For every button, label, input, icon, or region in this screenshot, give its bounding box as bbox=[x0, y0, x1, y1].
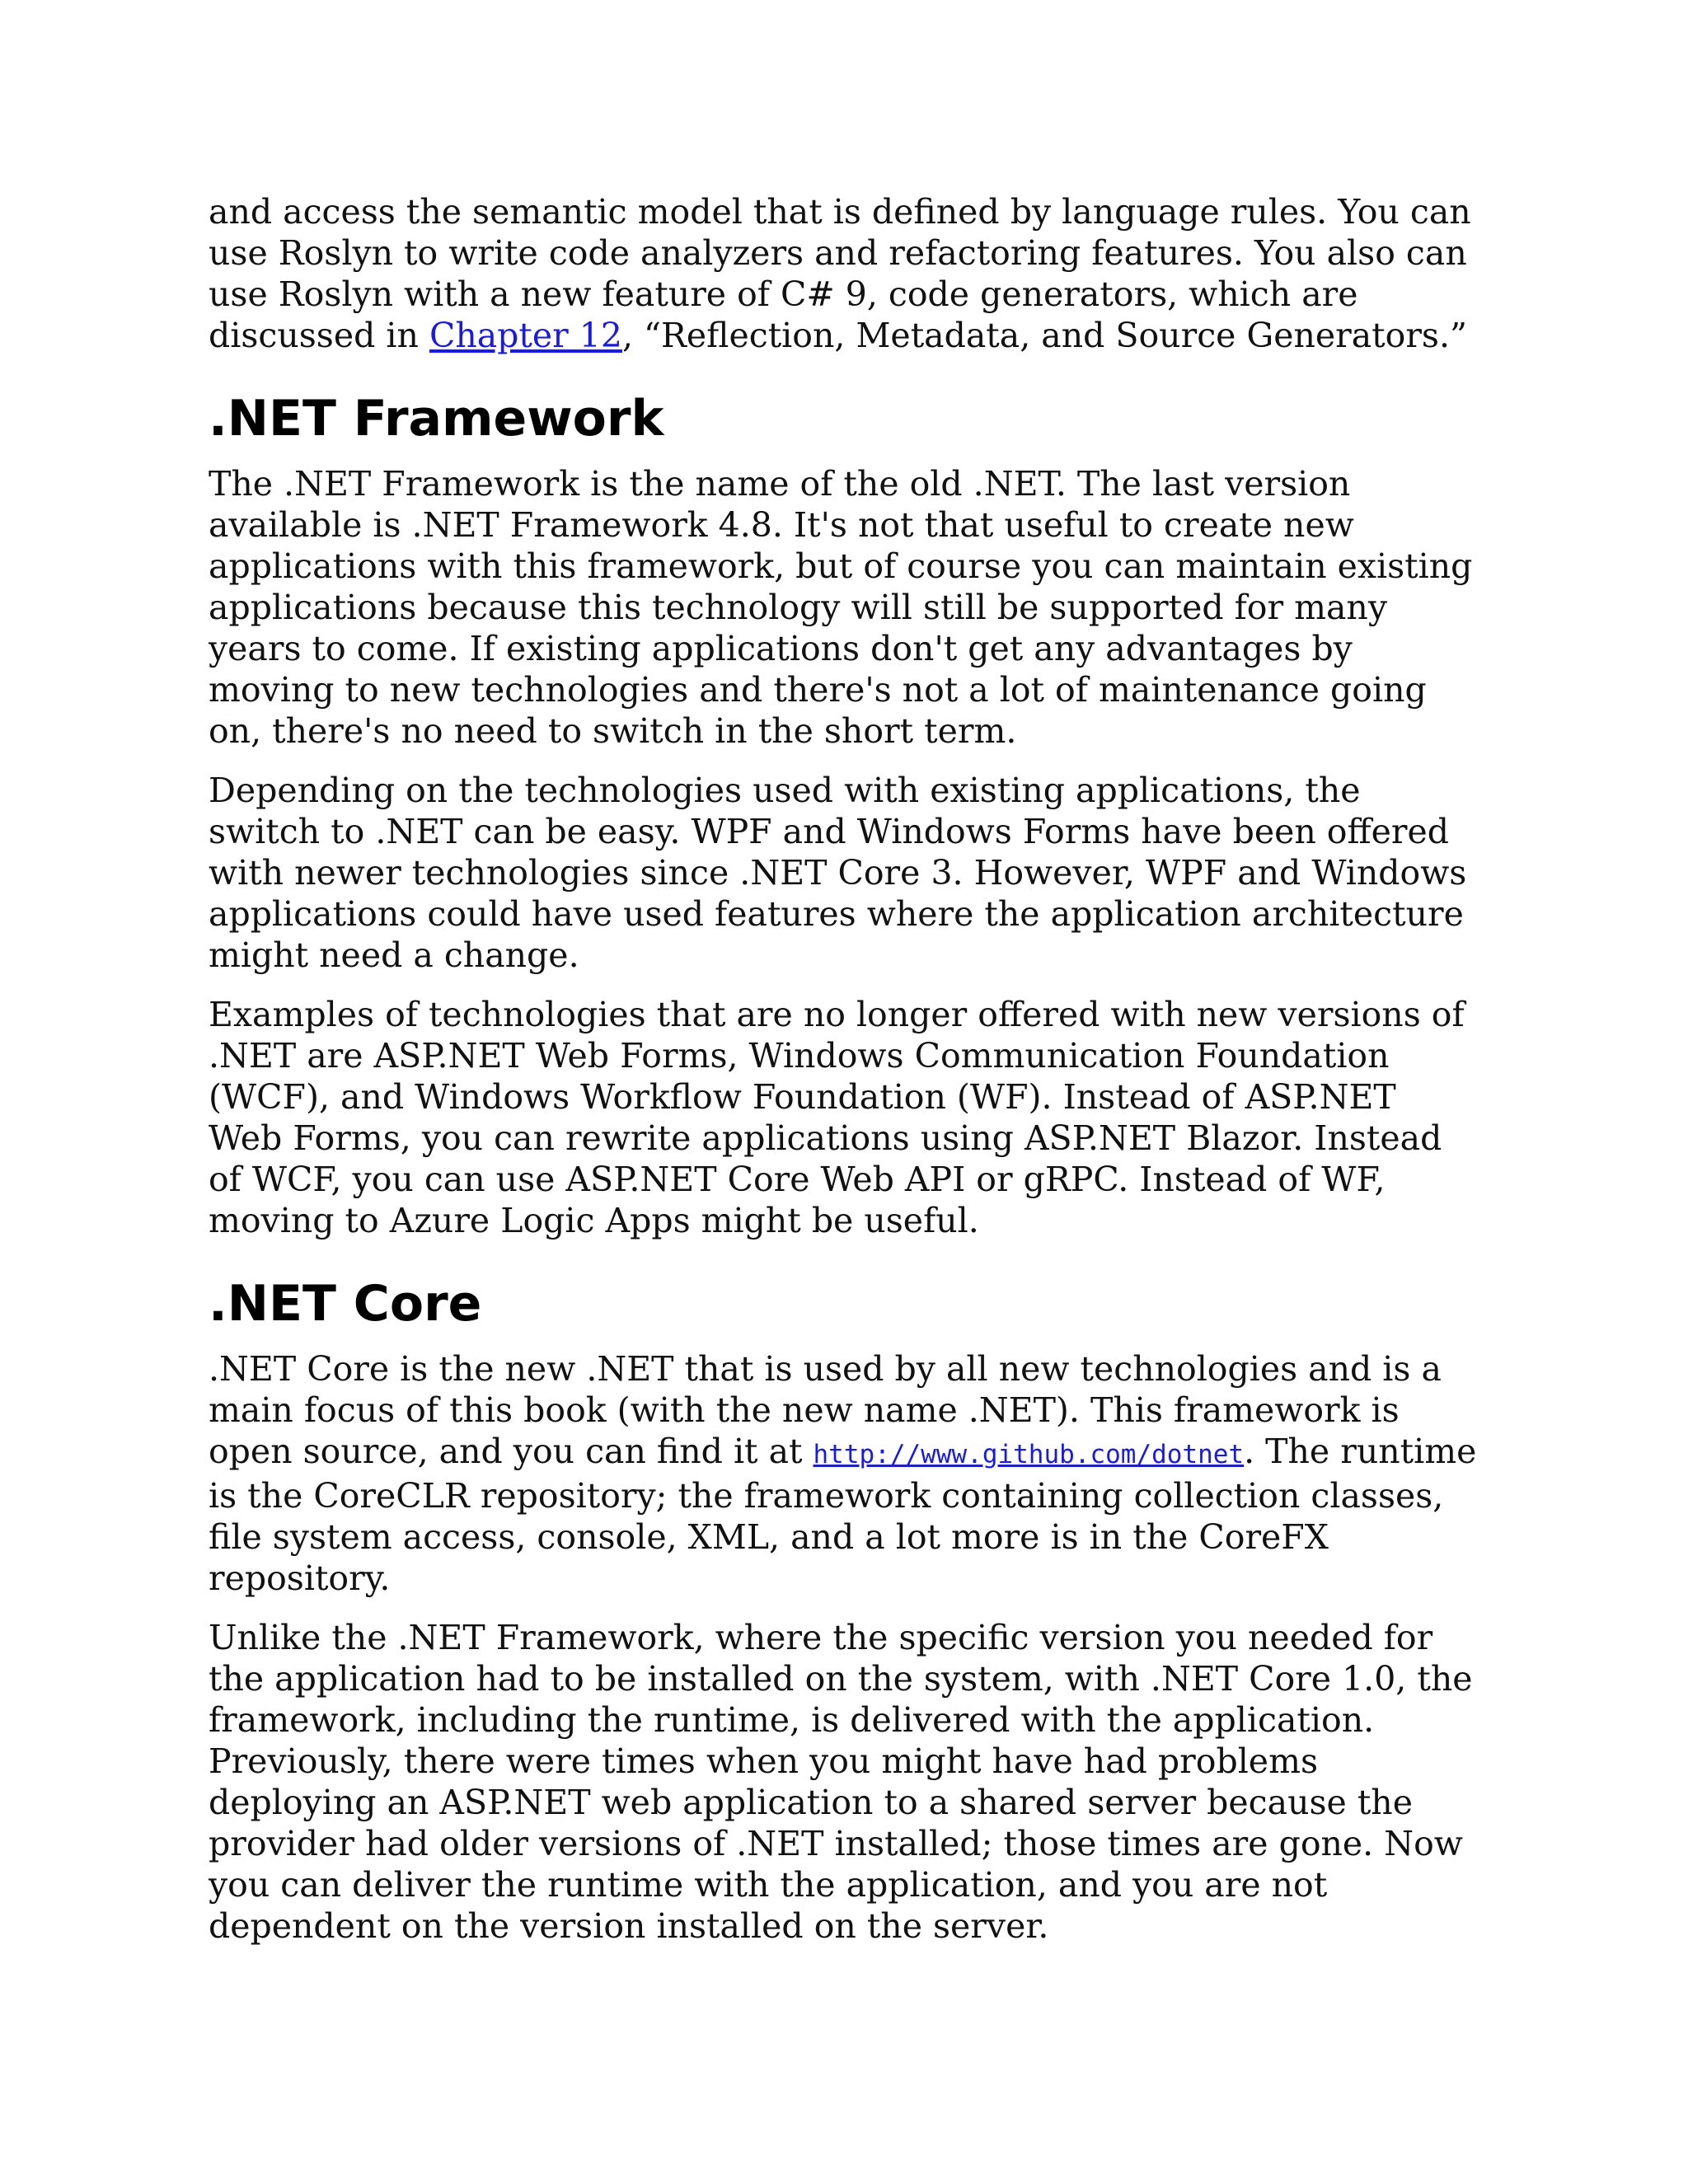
net-core-paragraph-2: Unlike the .NET Framework, where the specific version you needed for the application had to be installed on the system, with .NET Core 1.0, the framework, including the runtime, is delivered with the application. Previously, there were times when you might have had problems deploying an ASP.NET web application to a shared server because the provider had older versions of .NET installed; those times are gone. Now you can deliver the runtime with the application, and you are not dependent on the version installed on the server. bbox=[209, 1618, 1473, 1946]
intro-text-start: and access the semantic model that is defined by language rules. You can use Roslyn to write code analyzers and refactoring features. You also can use Roslyn with a new feature of C# 9, code generators, which are discussed in bbox=[209, 192, 1471, 355]
net-core-heading: .NET Core bbox=[209, 1275, 482, 1333]
intro-text-end: , “Reflection, Metadata, and Source Generators.” bbox=[621, 316, 1467, 355]
net-framework-heading: .NET Framework bbox=[209, 390, 664, 448]
github-dotnet-link[interactable]: http://www.github.com/dotnet bbox=[813, 1440, 1245, 1469]
chapter-12-link[interactable]: Chapter 12 bbox=[429, 316, 622, 355]
intro-paragraph bbox=[209, 191, 1478, 356]
net-framework-paragraph-1: The .NET Framework is the name of the old .NET. The last version available is .NET Framework 4.8. It's not that useful to create new applications with this framework, but of course you can maintain existing applications because this technology will still be supported for many years to come. If existing applications don't get any advantages by moving to new technologies and there's not a lot of maintenance going on, there's no need to switch in the short term. bbox=[209, 464, 1473, 751]
document-page bbox=[209, 191, 1478, 1965]
net-framework-paragraph-2: Depending on the technologies used with existing applications, the switch to .NET can be easy. WPF and Windows Forms have been offered with newer technologies since .NET Core 3. However, WPF and Windows applications could have used features where the application architecture might need a change. bbox=[209, 771, 1467, 975]
net-framework-paragraph-3: Examples of technologies that are no longer offered with new versions of .NET are ASP.NET Web Forms, Windows Communication Foundation (WCF), and Windows Workflow Foundation (WF). Instead of ASP.NET Web Forms, you can rewrite applications using ASP.NET Blazor. Instead of WCF, you can use ASP.NET Core Web API or gRPC. Instead of WF, moving to Azure Logic Apps might be useful. bbox=[209, 995, 1465, 1240]
net-core-text-end: . The runtime is the CoreCLR repository; the framework containing collection classes, file system access, console, XML, and a lot more is in the CoreFX repository. bbox=[209, 1432, 1477, 1598]
net-core-text-start: .NET Core is the new .NET that is used by all new technologies and is a main focus of this book (with the new name .NET). This framework is open source, and you can find it at bbox=[209, 1349, 1442, 1471]
net-core-paragraph-1 bbox=[209, 1348, 1478, 1599]
